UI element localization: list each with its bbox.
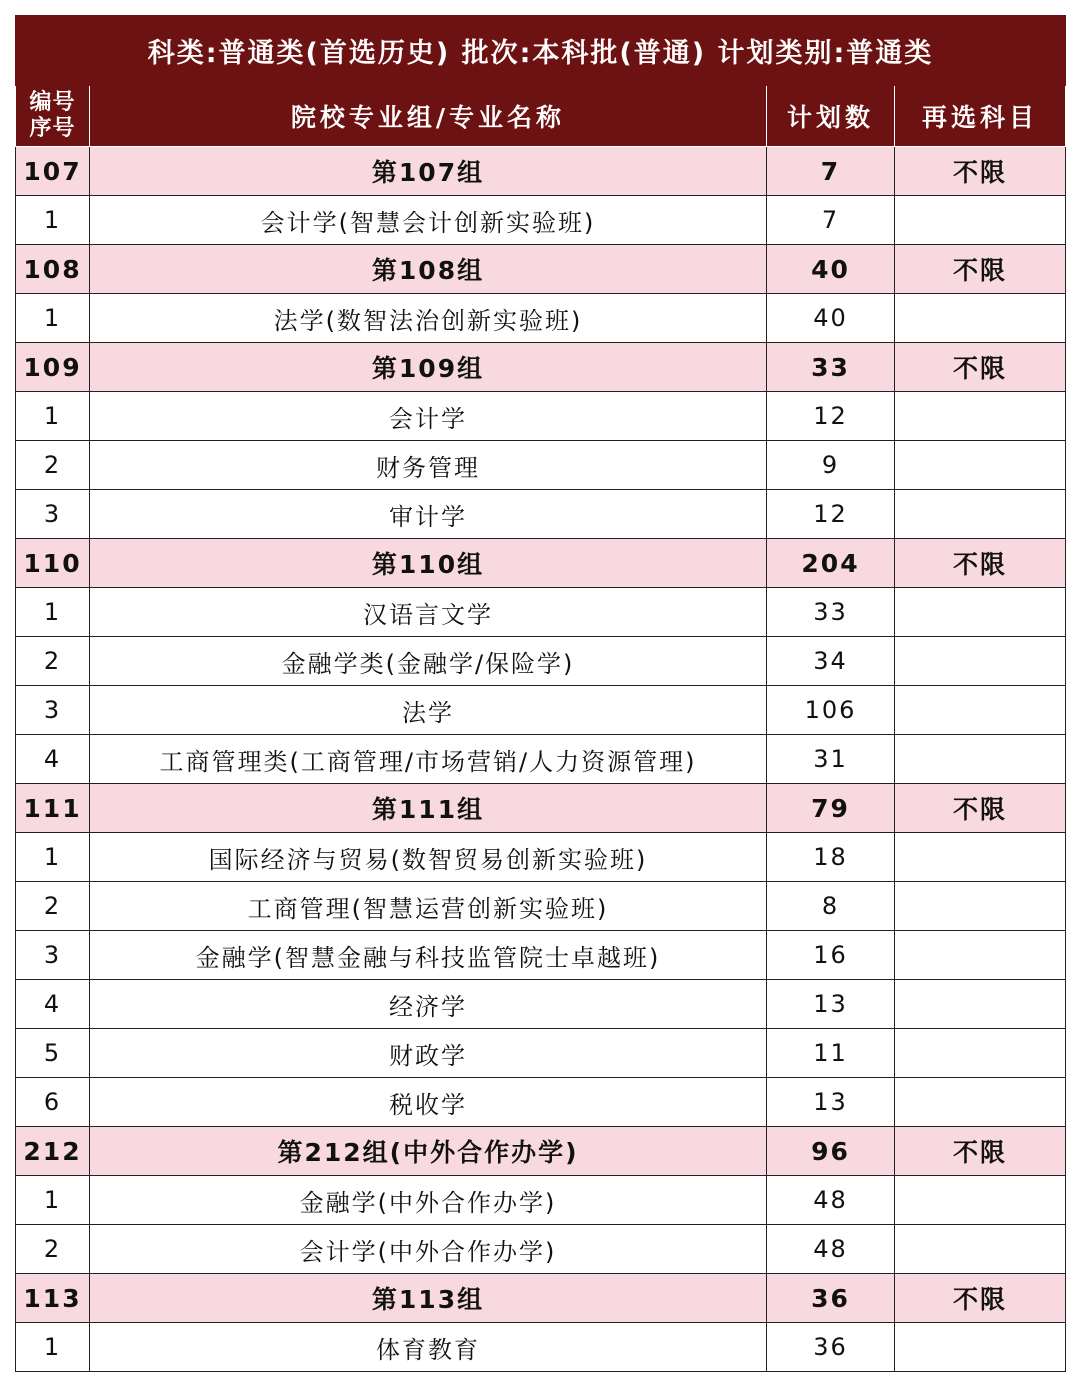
major-name: 会计学(中外合作办学) xyxy=(90,1225,767,1274)
major-plan: 34 xyxy=(767,637,895,686)
table-title-row xyxy=(16,16,1066,86)
major-row xyxy=(16,931,1066,980)
group-plan: 204 xyxy=(767,539,895,588)
header-plan: 计划数 xyxy=(767,86,895,147)
major-row xyxy=(16,1225,1066,1274)
major-name: 法学(数智法治创新实验班) xyxy=(90,294,767,343)
major-subject xyxy=(895,1176,1066,1225)
group-subject: 不限 xyxy=(895,1274,1066,1323)
major-name: 税收学 xyxy=(90,1078,767,1127)
major-plan: 13 xyxy=(767,1078,895,1127)
major-plan: 12 xyxy=(767,392,895,441)
major-name: 体育教育 xyxy=(90,1323,767,1372)
major-seq: 1 xyxy=(16,196,90,245)
group-subject: 不限 xyxy=(895,343,1066,392)
major-name: 工商管理类(工商管理/市场营销/人力资源管理) xyxy=(90,735,767,784)
group-plan: 40 xyxy=(767,245,895,294)
header-seq-line2: 序号 xyxy=(29,116,76,141)
enrollment-plan-table xyxy=(15,15,1066,1372)
group-name: 第111组 xyxy=(90,784,767,833)
group-code: 108 xyxy=(16,245,90,294)
major-subject xyxy=(895,1078,1066,1127)
major-row xyxy=(16,490,1066,539)
major-name: 财务管理 xyxy=(90,441,767,490)
group-row xyxy=(16,147,1066,196)
major-plan: 33 xyxy=(767,588,895,637)
major-subject xyxy=(895,441,1066,490)
major-row xyxy=(16,637,1066,686)
major-name: 工商管理(智慧运营创新实验班) xyxy=(90,882,767,931)
group-name: 第109组 xyxy=(90,343,767,392)
major-seq: 5 xyxy=(16,1029,90,1078)
group-code: 110 xyxy=(16,539,90,588)
group-plan: 7 xyxy=(767,147,895,196)
major-subject xyxy=(895,686,1066,735)
group-subject: 不限 xyxy=(895,784,1066,833)
major-subject xyxy=(895,294,1066,343)
major-seq: 1 xyxy=(16,833,90,882)
group-row xyxy=(16,245,1066,294)
group-plan: 36 xyxy=(767,1274,895,1323)
group-code: 212 xyxy=(16,1127,90,1176)
major-name: 会计学 xyxy=(90,392,767,441)
header-name: 院校专业组/专业名称 xyxy=(90,86,767,147)
major-subject xyxy=(895,588,1066,637)
group-subject: 不限 xyxy=(895,245,1066,294)
major-seq: 3 xyxy=(16,490,90,539)
major-subject xyxy=(895,882,1066,931)
major-seq: 1 xyxy=(16,294,90,343)
major-plan: 40 xyxy=(767,294,895,343)
major-row xyxy=(16,882,1066,931)
major-row xyxy=(16,1176,1066,1225)
header-subject: 再选科目 xyxy=(895,86,1066,147)
enrollment-plan-sheet xyxy=(15,15,1065,1381)
major-seq: 1 xyxy=(16,1323,90,1372)
major-plan: 48 xyxy=(767,1225,895,1274)
major-row xyxy=(16,1323,1066,1372)
major-row xyxy=(16,980,1066,1029)
major-name: 审计学 xyxy=(90,490,767,539)
major-seq: 4 xyxy=(16,980,90,1029)
group-code: 111 xyxy=(16,784,90,833)
major-subject xyxy=(895,490,1066,539)
group-name: 第107组 xyxy=(90,147,767,196)
group-code: 107 xyxy=(16,147,90,196)
group-name: 第110组 xyxy=(90,539,767,588)
major-row xyxy=(16,686,1066,735)
group-name: 第212组(中外合作办学) xyxy=(90,1127,767,1176)
group-code: 109 xyxy=(16,343,90,392)
major-row xyxy=(16,1078,1066,1127)
group-row xyxy=(16,1127,1066,1176)
major-plan: 16 xyxy=(767,931,895,980)
major-subject xyxy=(895,931,1066,980)
major-plan: 48 xyxy=(767,1176,895,1225)
major-row xyxy=(16,588,1066,637)
major-seq: 2 xyxy=(16,441,90,490)
header-seq-line1: 编号 xyxy=(29,90,76,115)
major-name: 国际经济与贸易(数智贸易创新实验班) xyxy=(90,833,767,882)
major-row xyxy=(16,392,1066,441)
major-seq: 3 xyxy=(16,686,90,735)
header-seq xyxy=(16,86,90,147)
major-plan: 8 xyxy=(767,882,895,931)
major-plan: 18 xyxy=(767,833,895,882)
major-seq: 4 xyxy=(16,735,90,784)
major-subject xyxy=(895,980,1066,1029)
group-name: 第113组 xyxy=(90,1274,767,1323)
major-plan: 11 xyxy=(767,1029,895,1078)
major-row xyxy=(16,833,1066,882)
group-plan: 79 xyxy=(767,784,895,833)
major-subject xyxy=(895,1323,1066,1372)
group-row xyxy=(16,539,1066,588)
group-row xyxy=(16,343,1066,392)
major-subject xyxy=(895,1225,1066,1274)
major-name: 金融学(智慧金融与科技监管院士卓越班) xyxy=(90,931,767,980)
group-name: 第108组 xyxy=(90,245,767,294)
major-seq: 1 xyxy=(16,588,90,637)
major-name: 汉语言文学 xyxy=(90,588,767,637)
major-subject xyxy=(895,637,1066,686)
major-seq: 2 xyxy=(16,882,90,931)
table-title: 科类:普通类(首选历史) 批次:本科批(普通) 计划类别:普通类 xyxy=(16,16,1066,86)
major-seq: 6 xyxy=(16,1078,90,1127)
major-plan: 12 xyxy=(767,490,895,539)
major-name: 金融学(中外合作办学) xyxy=(90,1176,767,1225)
major-row xyxy=(16,441,1066,490)
major-plan: 13 xyxy=(767,980,895,1029)
major-seq: 2 xyxy=(16,1225,90,1274)
major-plan: 36 xyxy=(767,1323,895,1372)
major-subject xyxy=(895,735,1066,784)
major-subject xyxy=(895,1029,1066,1078)
group-subject: 不限 xyxy=(895,1127,1066,1176)
major-subject xyxy=(895,392,1066,441)
major-plan: 7 xyxy=(767,196,895,245)
major-row xyxy=(16,1029,1066,1078)
major-seq: 3 xyxy=(16,931,90,980)
major-name: 财政学 xyxy=(90,1029,767,1078)
major-subject xyxy=(895,833,1066,882)
major-plan: 9 xyxy=(767,441,895,490)
group-plan: 96 xyxy=(767,1127,895,1176)
major-seq: 1 xyxy=(16,1176,90,1225)
major-name: 金融学类(金融学/保险学) xyxy=(90,637,767,686)
group-row xyxy=(16,784,1066,833)
major-name: 会计学(智慧会计创新实验班) xyxy=(90,196,767,245)
major-plan: 31 xyxy=(767,735,895,784)
major-plan: 106 xyxy=(767,686,895,735)
group-code: 113 xyxy=(16,1274,90,1323)
major-name: 经济学 xyxy=(90,980,767,1029)
group-subject: 不限 xyxy=(895,539,1066,588)
major-seq: 2 xyxy=(16,637,90,686)
major-name: 法学 xyxy=(90,686,767,735)
group-plan: 33 xyxy=(767,343,895,392)
column-header-row xyxy=(16,86,1066,147)
group-row xyxy=(16,1274,1066,1323)
major-seq: 1 xyxy=(16,392,90,441)
major-row xyxy=(16,735,1066,784)
major-row xyxy=(16,294,1066,343)
group-subject: 不限 xyxy=(895,147,1066,196)
major-row xyxy=(16,196,1066,245)
major-subject xyxy=(895,196,1066,245)
